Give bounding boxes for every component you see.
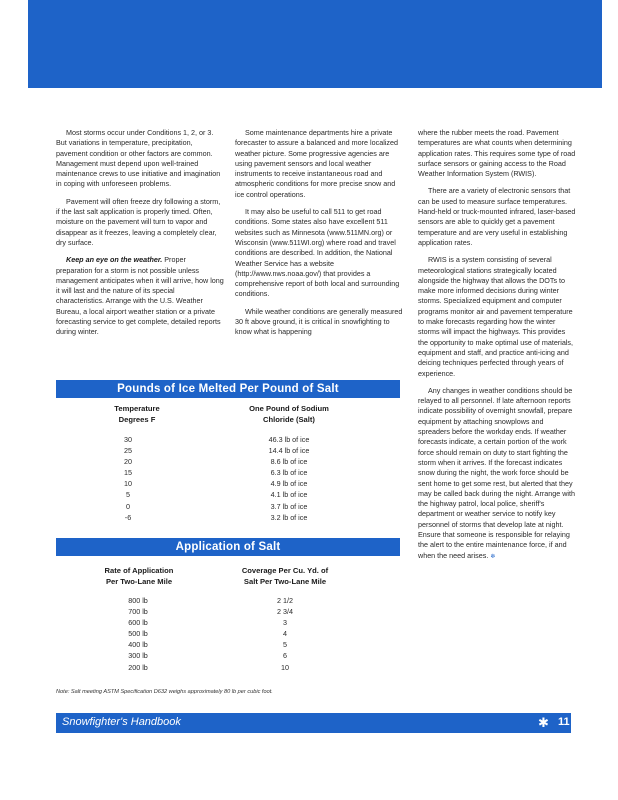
table-cell: 10 — [124, 479, 132, 489]
table-cell: 500 lb — [128, 629, 148, 639]
application-table-rates — [110, 595, 166, 673]
header-band — [28, 0, 602, 88]
snowflake-icon: ✱ — [538, 715, 549, 730]
table-cell: 600 lb — [128, 618, 148, 628]
paragraph — [418, 386, 576, 562]
application-table-coverage — [260, 595, 310, 673]
header-line: Rate of Application — [104, 566, 174, 575]
table-cell: 800 lb — [128, 596, 148, 605]
ice-table-temperatures — [104, 434, 152, 523]
ice-table-header-temperature — [92, 404, 182, 425]
table-cell: 6 — [283, 651, 287, 661]
end-mark-icon: ❄ — [490, 553, 496, 560]
header-line: One Pound of Sodium — [249, 404, 329, 413]
table-cell: 4 — [283, 629, 287, 639]
paragraph-text: Any changes in weather conditions should be relayed to all personnel. If late afternoon reports indicate possibility of overnight snowfall, prepare equipment by attaching snowplows and spreaders before the workday ends. If weather forecasts indicate, a certain portion of the work force should remain on duty to start fighting the storm when it arrives. If the forecast indicates snow during the night, the work force should be sent home to get some rest, but alerted that they may be called back during the night. Arrange with the highway patrol, local police, sheriff's department or weather service to notify key personnel of storms that develop late at night. Ensure that someone is responsible for relaying the alert to the entire maintenance force, if and when the need arises. — [418, 385, 576, 560]
header-line: Per Two-Lane Mile — [105, 576, 173, 586]
handbook-title: Snowfighter's Handbook — [62, 716, 181, 728]
table-cell: 2 1/2 — [277, 596, 293, 605]
paragraph: where the rubber meets the road. Pavement temperatures are what counts when determining application rates. This requires some type of road surface sensors or gaining access to the Road Weather Information System (RWIS). — [418, 128, 576, 179]
table-cell: 5 — [283, 640, 287, 650]
table-cell: 8.6 lb of ice — [270, 457, 308, 467]
application-table-header-coverage — [222, 566, 348, 587]
paragraph: Some maintenance departments hire a private forecaster to assure a balanced and more localized weather picture. Some progressive agencies are using pavement sensors and local weather instruments to receive instantaneous road and atmospheric conditions for more precise snow and ice control operations. — [235, 128, 399, 199]
table-cell: 0 — [126, 501, 130, 511]
table-cell: 3 — [283, 618, 287, 628]
paragraph: RWIS is a system consisting of several meteorological stations strategically located alongside the highway that allows the DOTs to make more informed decisions during winter storms. Specialized equipment and computer programs monitor air and pavement temperature to make forecasts regarding how the winter storms will impact the highways. This provides the opportunity to make optimal use of materials, equipment and staff, and practice anti-icing and deicing techniques perfected through years of experience. — [418, 255, 574, 378]
table-cell: -6 — [124, 512, 132, 522]
table-cell: 3.7 lb of ice — [270, 501, 308, 511]
table-cell: 700 lb — [128, 607, 148, 617]
table-cell: 300 lb — [128, 651, 148, 661]
paragraph: While weather conditions are generally measured 30 ft above ground, it is critical in snowfighting to know what is happening — [235, 306, 403, 337]
kicker-heading: Keep an eye on the weather. — [66, 255, 163, 265]
ice-table-header-salt — [228, 404, 350, 425]
text-column-3 — [418, 128, 576, 569]
table-cell: 3.2 lb of ice — [270, 512, 308, 522]
header-line: Temperature — [114, 404, 160, 413]
paragraph — [56, 255, 224, 337]
header-line: Degrees F — [118, 414, 156, 424]
ice-table-melted-values — [244, 434, 334, 523]
application-table-title: Application of Salt — [56, 538, 400, 556]
table-cell: 20 — [124, 457, 132, 467]
table-cell: 4.9 lb of ice — [270, 479, 308, 489]
paragraph: Pavement will often freeze dry following a storm, if the last salt application is properly timed. Often, moisture on the pavement will turn to vapor and disappear as it freezes, leaving a completely clear, dry surface. — [56, 196, 221, 247]
footer-bar — [56, 713, 571, 733]
header-line: Chloride (Salt) — [263, 414, 315, 424]
paragraph: There are a variety of electronic sensors that can be used to measure surface temperatures. Hand-held or truck-mounted infrared, laser-based sensors are able to quickly get a pavement temperature and are very useful in establishing application rates. — [418, 186, 576, 247]
table-cell: 14.4 lb of ice — [268, 446, 310, 456]
paragraph-text: Proper preparation for a storm is not possible unless management anticipates when it will arrive, how long it will last and the nature of its special characteristics. Arrange with the U.S. Weather Bureau, a local airport weather station or a private forecasting service to get complete, detailed reports during winter. — [56, 255, 224, 337]
header-line: Coverage Per Cu. Yd. of — [241, 566, 329, 575]
table-cell: 30 — [124, 435, 132, 444]
table-cell: 10 — [281, 662, 289, 672]
header-line: Salt Per Two-Lane Mile — [243, 576, 327, 586]
table-cell: 25 — [124, 446, 132, 456]
table-cell: 200 lb — [128, 662, 148, 672]
table-cell: 5 — [126, 490, 130, 500]
page-number: 11 — [558, 716, 570, 728]
table-cell: 4.1 lb of ice — [270, 490, 308, 500]
paragraph: Most storms occur under Conditions 1, 2, or 3. But variations in temperature, precipitation, pavement condition or other factors are common. Management must depend upon well-trained maintenance crews to use initiative and imagination in coping with unforeseen problems. — [56, 128, 221, 189]
application-table-header-rate — [84, 566, 194, 587]
table-cell: 2 3/4 — [277, 607, 293, 617]
table-cell: 15 — [124, 468, 132, 478]
table-cell: 400 lb — [128, 640, 148, 650]
paragraph: It may also be useful to call 511 to get road conditions. Some states also have excellent 511 websites such as Minnesota (www.511MN.org) or Wisconsin (www.511WI.org) where road and travel conditions are described. In addition, the National Weather Service has a website (http://www.nws.noaa.gov/) that provides a comprehensive report of both local and surrounding conditions. — [235, 207, 400, 299]
table-cell: 46.3 lb of ice — [268, 435, 310, 444]
text-column-2 — [235, 128, 403, 345]
salt-note: Note: Salt meeting ASTM Specification D632 weighs approximately 80 lb per cubic foot. — [56, 689, 273, 695]
text-column-1 — [56, 128, 224, 345]
ice-table-title: Pounds of Ice Melted Per Pound of Salt — [56, 380, 400, 398]
table-cell: 6.3 lb of ice — [270, 468, 308, 478]
